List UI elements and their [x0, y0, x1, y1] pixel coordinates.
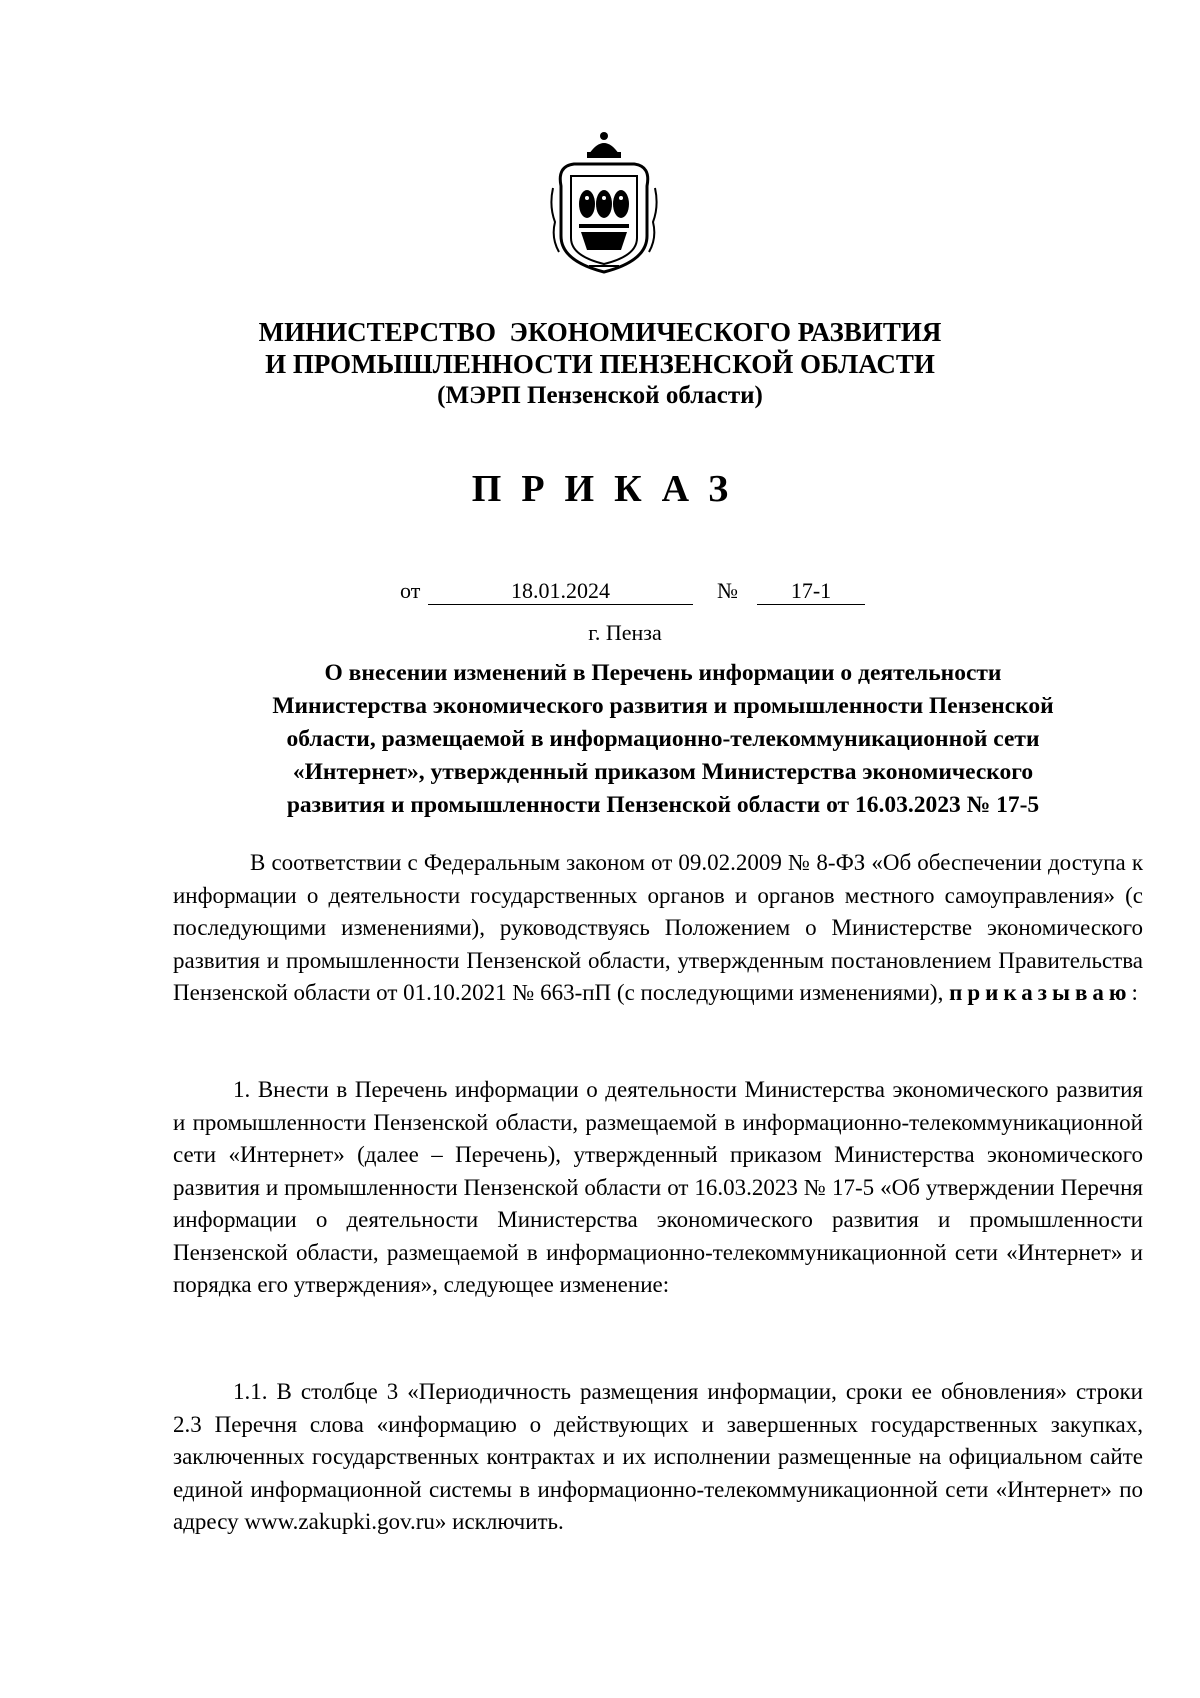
org-name-line1: МИНИСТЕРСТВО ЭКОНОМИЧЕСКОГО РАЗВИТИЯ — [258, 317, 942, 347]
order-word: приказываю — [949, 980, 1132, 1005]
title-line: О внесении изменений в Перечень информации о деятельности — [324, 660, 1002, 686]
order-colon: : — [1131, 980, 1138, 1005]
number-prefix: № — [717, 578, 738, 603]
date-prefix: от — [400, 578, 421, 603]
preamble-paragraph — [173, 847, 1143, 1010]
title-line: Министерства экономического развития и промышленности Пензенской — [272, 693, 1054, 719]
document-city: г. Пенза — [588, 620, 662, 645]
org-short-name: (МЭРП Пензенской области) — [437, 382, 763, 409]
document-date: 18.01.2024 — [428, 578, 693, 605]
document-title — [183, 657, 1143, 822]
preamble-text: В соответствии с Федеральным законом от 09.02.2009 № 8-ФЗ «Об обеспечении доступа к информации о деятельности государственных органов и органов местного самоуправления» (с последующими изменениями), руководствуясь Положением о Министерстве экономического развития и промышленности Пензенской области, утвержденным постановлением Правительства Пензенской области от 01.10.2021 № 663-пП (с последующими изменениями), — [173, 850, 1143, 1005]
document-type-heading: ПРИКАЗ — [471, 468, 749, 510]
document-number: 17-1 — [757, 578, 865, 605]
title-line: развития и промышленности Пензенской области от 16.03.2023 № 17-5 — [286, 792, 1040, 818]
org-name-line2: И ПРОМЫШЛЕННОСТИ ПЕНЗЕНСКОЙ ОБЛАСТИ — [265, 349, 935, 379]
title-line: «Интернет», утвержденный приказом Министерства экономического — [292, 759, 1034, 785]
title-line: области, размещаемой в информационно-телекоммуникационной сети — [286, 726, 1040, 752]
item-1-1-paragraph: 1.1. В столбце 3 «Периодичность размещения информации, сроки ее обновления» строки 2.3 Перечня слова «информацию о действующих и завершенных государственных закупках, заключенных государственных контрактах и их исполнении размещенные на официальном сайте единой информационной системы в информационно-телекоммуникационной сети «Интернет» по адресу www.zakupki.gov.ru» исключить. — [173, 1379, 1143, 1534]
coat-of-arms-emblem — [549, 126, 659, 276]
item-1-paragraph: 1. Внести в Перечень информации о деятельности Министерства экономического развития и промышленности Пензенской области, размещаемой в информационно-телекоммуникационной сети «Интернет» (далее – Перечень), утвержденный приказом Министерства экономического развития и промышленности Пензенской области от 16.03.2023 № 17-5 «Об утверждении Перечня информации о деятельности Министерства экономического развития и промышленности Пензенской области, размещаемой в информационно-телекоммуникационной сети «Интернет» и порядка его утверждения», следующее изменение: — [173, 1077, 1143, 1297]
